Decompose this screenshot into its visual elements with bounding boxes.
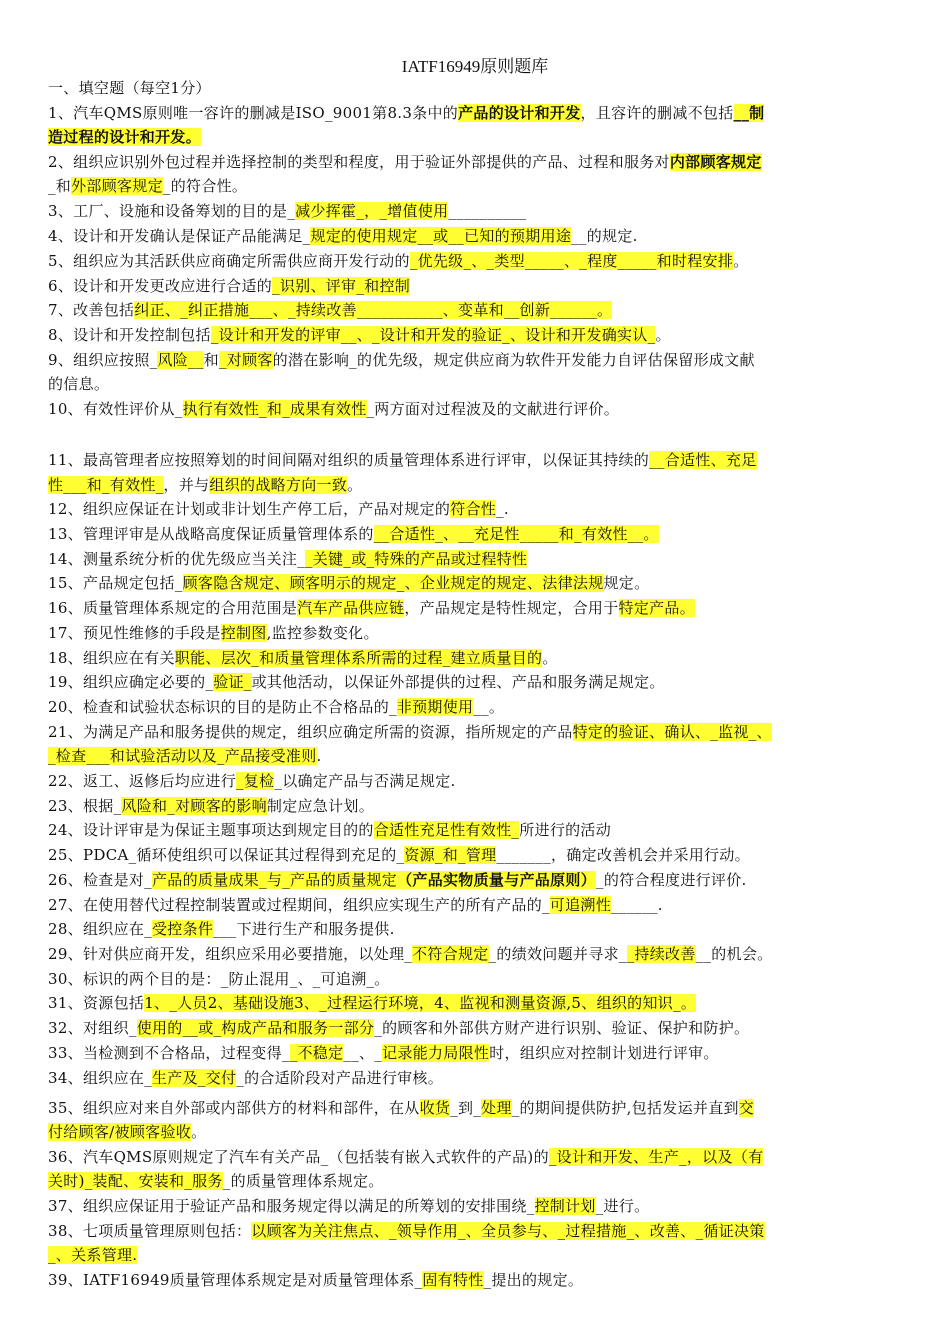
text-segment: 34、组织应在_ — [48, 1069, 152, 1087]
highlighted-answer: 关时)_装配、安装和_服务 — [48, 1172, 223, 1190]
text-line — [48, 226, 908, 246]
text-line — [48, 549, 908, 569]
text-segment: _到_ — [450, 1099, 482, 1117]
text-segment: 26、检查是对_ — [48, 871, 152, 889]
highlighted-answer: _复检 — [236, 772, 275, 790]
text-segment: _的顾客和外部供方财产进行识别、验证、保护和防护。 — [374, 1019, 750, 1037]
highlighted-answer: 生产及_交付 — [152, 1069, 237, 1087]
text-segment: 33、当检测到不合格品，过程变得_ — [48, 1044, 290, 1062]
text-line — [48, 300, 908, 320]
text-segment: 13、管理评审是从战略高度保证质量管理体系的 — [48, 525, 374, 543]
text-line — [48, 1171, 908, 1191]
highlighted-answer: 1、_人员2、基础设施3、_过程运行环境，4、监视和测量资源,5、组织的知识_。 — [144, 994, 697, 1012]
text-segment: __的机会。 — [695, 945, 773, 963]
highlighted-answer: 受控条件 — [152, 920, 214, 938]
text-segment: 31、资源包括 — [48, 994, 145, 1012]
highlighted-answer: 造过程的设计和开发。 — [48, 128, 202, 146]
text-segment: ,监控参数变化。 — [266, 624, 379, 642]
text-segment: 23、根据_ — [48, 797, 122, 815]
text-segment: __________ — [448, 202, 527, 220]
text-line — [48, 1221, 908, 1241]
text-segment: 1、汽车QMS原则唯一容许的删减是ISO_9001第8.3条中的 — [48, 104, 459, 122]
text-segment: 9、组织应按照_ — [48, 351, 158, 369]
text-segment: ，且容许的删减不包括 — [580, 104, 734, 122]
text-line — [48, 251, 908, 271]
text-segment: 11、最高管理者应按照筹划的时间间隔对组织的质量管理体系进行评审，以保证其持续的 — [48, 451, 650, 469]
text-segment: 2、组织应识别外包过程并选择控制的类型和程度，用于验证外部提供的产品、过程和服务对 — [48, 153, 670, 171]
text-line — [48, 524, 908, 544]
text-segment: 20、检查和试验状态标识的目的是防止不合格品的_ — [48, 698, 397, 716]
highlighted-answer: 控制计划 — [534, 1197, 596, 1215]
highlighted-answer: 特定的验证、确认、_监视_、 — [572, 723, 772, 741]
highlighted-answer: 产品的设计和开发 — [458, 104, 581, 122]
highlighted-answer: 执行有效性_和_成果有效性 — [182, 400, 367, 418]
text-line — [48, 374, 908, 394]
text-line — [48, 573, 908, 593]
text-segment: 25、PDCA_循环使组织可以保证其过程得到充足的_ — [48, 846, 405, 864]
highlighted-answer: 顾客隐含规定、顾客明示的规定_、企业规定的规定、法律法规 — [182, 574, 604, 592]
text-line — [48, 672, 908, 692]
text-segment: ，产品规定是特性规定，合用于 — [404, 599, 619, 617]
highlighted-answer: _优先级_、_类型_____、_程度_____和时程安排 — [409, 252, 734, 270]
text-segment: 10、有效性评价从_ — [48, 400, 183, 418]
text-line — [48, 919, 908, 939]
text-segment: _的符合性。 — [162, 177, 248, 195]
text-segment: 35、组织应对来自外部或内部供方的材料和部件，在从 — [48, 1099, 420, 1117]
highlighted-answer: _持续改善 — [626, 945, 696, 963]
text-line — [48, 771, 908, 791]
text-line — [48, 399, 908, 419]
text-segment: . — [316, 747, 322, 765]
text-segment: 或其他活动，以保证外部提供的过程、产品和服务满足规定。 — [251, 673, 665, 691]
text-segment: __。 — [473, 698, 505, 716]
text-segment: 18、组织应在有关 — [48, 649, 175, 667]
highlighted-answer: （产品实物质量与产品原则） — [397, 871, 597, 889]
highlighted-answer: 职能、层次_和质量管理体系所需的过程_建立质量目的 — [174, 649, 543, 667]
highlighted-answer: _设计和开发的评审__、_设计和开发的验证_、设计和开发确实认_ — [210, 326, 656, 344]
text-line — [48, 1270, 908, 1290]
text-line — [48, 152, 908, 172]
text-line — [48, 845, 908, 865]
text-line — [48, 1122, 908, 1142]
text-segment: __的规定. — [571, 227, 638, 245]
highlighted-answer: 控制图 — [220, 624, 267, 642]
text-line — [48, 895, 908, 915]
highlighted-answer: 验证_ — [213, 673, 252, 691]
text-segment: 36、汽车QMS原则规定了汽车有关产品_（包括装有嵌入式软件的产品)的 — [48, 1148, 549, 1166]
highlighted-answer: 合适性充足性有效性_ — [373, 821, 520, 839]
text-line — [48, 598, 908, 618]
text-line — [48, 722, 908, 742]
text-segment: 。 — [655, 326, 671, 344]
text-segment: _以确定产品与否满足规定. — [274, 772, 456, 790]
text-line — [48, 1043, 908, 1063]
highlighted-answer: 可追溯性 — [549, 896, 611, 914]
text-segment: 。 — [733, 252, 749, 270]
highlighted-answer: 非预期使用 — [396, 698, 474, 716]
highlighted-answer: __合适性、充足 — [649, 451, 757, 469]
highlighted-answer: _设计和开发、生产_，以及（有 — [548, 1148, 764, 1166]
text-segment: 27、在使用替代过程控制装置或过程期间，组织应实现生产的所有产品的_ — [48, 896, 550, 914]
text-line — [48, 499, 908, 519]
text-segment: 22、返工、返修后均应进行 — [48, 772, 236, 790]
text-segment: 和 — [203, 351, 219, 369]
highlighted-answer: 交 — [738, 1099, 755, 1117]
text-segment: 17、预见性维修的手段是 — [48, 624, 221, 642]
text-segment: 6、设计和开发更改应进行合适的 — [48, 277, 273, 295]
text-segment: 。 — [347, 476, 363, 494]
text-line — [48, 176, 908, 196]
text-line — [48, 201, 908, 221]
text-line — [48, 350, 908, 370]
text-line — [48, 1098, 908, 1118]
highlighted-answer: _检查___和试验活动以及_产品接受准则 — [48, 747, 317, 765]
text-segment: 30、标识的两个目的是：_防止混用_、_可追溯_。 — [48, 970, 390, 988]
highlighted-answer: 使用的__或_构成产品和服务一部分 — [136, 1019, 375, 1037]
text-segment: 5、组织应为其活跃供应商确定所需供应商开发行动的 — [48, 252, 410, 270]
text-segment: 38、七项质量管理原则包括： — [48, 1222, 252, 1240]
highlighted-answer: 内部顾客规定 — [669, 153, 762, 171]
text-segment: _______，确定改善机会并采用行动。 — [496, 846, 750, 864]
highlighted-answer: _关键_或_特殊的产品或过程特性 — [305, 550, 528, 568]
text-segment: 时，组织应对控制计划进行评审。 — [489, 1044, 719, 1062]
highlighted-answer: 汽车产品供应链 — [297, 599, 405, 617]
text-segment: 4、设计和开发确认是保证产品能满足_ — [48, 227, 311, 245]
text-segment: 24、设计评审是为保证主题事项达到规定目的的 — [48, 821, 374, 839]
highlighted-answer: 收货 — [419, 1099, 451, 1117]
text-segment: _的质量管理体系规定。 — [222, 1172, 384, 1190]
text-segment: _进行。 — [595, 1197, 650, 1215]
text-segment: 规定。 — [603, 574, 650, 592]
text-segment: _和 — [48, 177, 72, 195]
text-segment: 15、产品规定包括_ — [48, 574, 183, 592]
highlighted-answer: 以顾客为关注焦点、_领导作用_、全员参与、_过程措施_、改善、_循证决策 — [251, 1222, 765, 1240]
text-segment: 一、填空题（每空1分） — [48, 79, 211, 97]
text-line — [48, 993, 908, 1013]
highlighted-answer: 记录能力局限性 — [382, 1044, 490, 1062]
highlighted-answer: _、关系管理. — [48, 1246, 138, 1264]
text-line — [48, 1147, 908, 1167]
highlighted-answer: 组织的战略方向一致 — [209, 476, 348, 494]
text-segment: 的潜在影响_的优先级，规定供应商为软件开发能力自评估保留形成文献 — [272, 351, 755, 369]
text-segment: ___下进行生产和服务提供. — [213, 920, 395, 938]
highlighted-answer: 风险和_对顾客的影响 — [121, 797, 267, 815]
text-segment: 。 — [191, 1123, 207, 1141]
highlighted-answer: _对顾客 — [218, 351, 273, 369]
highlighted-answer: 处理 — [481, 1099, 512, 1117]
text-segment: ，并与 — [163, 476, 210, 494]
text-segment: 32、对组织_ — [48, 1019, 137, 1037]
highlighted-answer: 减少挥霍_，_增值使用 — [295, 202, 449, 220]
text-segment: 所进行的活动 — [519, 821, 612, 839]
text-segment: _的符合程度进行评价. — [596, 871, 747, 889]
document-title: IATF16949原则题库 — [401, 57, 549, 76]
highlighted-answer: 付给顾客/被顾客验收 — [48, 1123, 192, 1141]
highlighted-answer: __制 — [733, 104, 765, 122]
highlighted-answer: _不稳定 — [289, 1044, 344, 1062]
highlighted-answer: 纠正、_纠正措施___、_持续改善___________、变革和__创新______。 — [134, 301, 613, 319]
text-line — [48, 475, 908, 495]
text-line — [48, 820, 908, 840]
text-line — [48, 325, 908, 345]
text-line — [48, 969, 908, 989]
text-line — [48, 746, 908, 766]
text-line — [48, 276, 908, 296]
text-segment: 。 — [542, 649, 558, 667]
text-segment: _两方面对过程波及的文献进行评价。 — [366, 400, 620, 418]
text-line — [48, 103, 908, 123]
text-segment: 3、工厂、设施和设备筹划的目的是_ — [48, 202, 296, 220]
text-line — [48, 1068, 908, 1088]
highlighted-answer: 产品的质量成果_与_产品的质量规定 — [152, 871, 398, 889]
text-segment: 8、设计和开发控制包括 — [48, 326, 211, 344]
text-segment: _的合适阶段对产品进行审核。 — [236, 1069, 444, 1087]
text-segment: _提出的规定。 — [483, 1271, 584, 1289]
highlighted-answer: 规定的使用规定__或__已知的预期用途 — [310, 227, 572, 245]
text-segment: 39、IATF16949质量管理体系规定是对质量管理体系_ — [48, 1271, 423, 1289]
text-line — [48, 127, 908, 147]
highlighted-answer: 外部顾客规定 — [71, 177, 163, 195]
text-line — [48, 623, 908, 643]
text-line — [48, 648, 908, 668]
text-segment: __、_ — [343, 1044, 383, 1062]
text-segment: ______. — [611, 896, 663, 914]
text-line — [48, 796, 908, 816]
highlighted-answer: 资源_和_管理 — [404, 846, 497, 864]
text-segment: 7、改善包括 — [48, 301, 135, 319]
text-line — [48, 1245, 908, 1265]
highlighted-answer: _识别、评审_和控制 — [272, 277, 411, 295]
text-segment: 16、质量管理体系规定的合用范围是 — [48, 599, 298, 617]
text-segment: 37、组织应保证用于验证产品和服务规定得以满足的所筹划的安排围绕_ — [48, 1197, 535, 1215]
text-line — [48, 1018, 908, 1038]
text-segment: 12、组织应保证在计划或非计划生产停工后，产品对规定的 — [48, 500, 451, 518]
text-segment: 制定应急计划。 — [266, 797, 375, 815]
text-line — [48, 697, 908, 717]
text-line — [48, 944, 908, 964]
text-segment: _的绩效问题并寻求_ — [488, 945, 627, 963]
text-segment: 的信息。 — [48, 375, 110, 393]
text-line — [48, 78, 908, 98]
text-segment: 29、针对供应商开发，组织应采用必要措施，以处理_ — [48, 945, 413, 963]
highlighted-answer: 不符合规定 — [412, 945, 489, 963]
highlighted-answer: 符合性 — [450, 500, 497, 518]
text-segment: _. — [496, 500, 509, 518]
text-segment: 28、组织应在_ — [48, 920, 152, 938]
highlighted-answer: 风险__ — [157, 351, 204, 369]
text-segment: _的期间提供防护,包括发运并直到 — [511, 1099, 739, 1117]
text-segment: 14、测量系统分析的优先级应当关注_ — [48, 550, 305, 568]
highlighted-answer: 特定产品。 — [618, 599, 696, 617]
text-segment: 19、组织应确定必要的_ — [48, 673, 214, 691]
highlighted-answer: 性___和_有效性_ — [48, 476, 164, 494]
text-segment: 21、为满足产品和服务提供的规定，组织应确定所需的资源，指所规定的产品 — [48, 723, 573, 741]
text-line — [48, 450, 908, 470]
text-line — [48, 1196, 908, 1216]
text-line — [48, 870, 908, 890]
highlighted-answer: __合适性_、__充足性_____和_有效性__。 — [373, 525, 659, 543]
highlighted-answer: 固有特性 — [422, 1271, 484, 1289]
